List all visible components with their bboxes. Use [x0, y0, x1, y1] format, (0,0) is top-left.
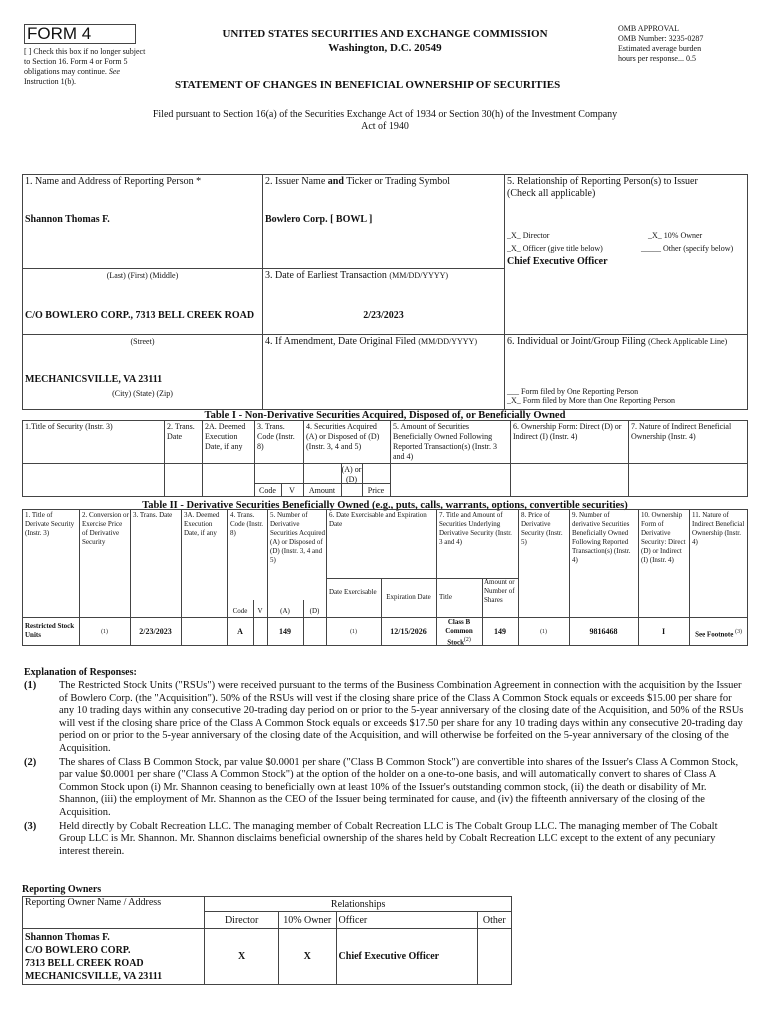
ro-owner-address: Shannon Thomas F. C/O BOWLERO CORP. 7313 BELL CREEK ROAD MECHANICSVILLE, VA 23111	[23, 929, 205, 985]
t2-col-number: 5. Number of Derivative Securities Acquired (A) or Disposed of (D) (Instr. 3, 4 and 5)	[270, 511, 326, 564]
t2-row-code: A	[237, 627, 243, 636]
ro-col-relationships: Relationships	[205, 897, 512, 912]
box-4-label: 4. If Amendment, Date Original Filed (MM/DD/YYYY)	[265, 336, 477, 347]
table-1-title: Table I - Non-Derivative Securities Acquired, Disposed of, or Beneficially Owned	[204, 410, 566, 421]
t1-sub-amount: Amount	[308, 486, 336, 495]
t1-col-title: 1.Title of Security (Instr. 3)	[25, 422, 113, 431]
t2-sub-code: Code	[232, 607, 248, 615]
box-6-label: 6. Individual or Joint/Group Filing (Check Applicable Line)	[507, 336, 728, 347]
t2-row-expiration: 12/15/2026	[390, 627, 427, 636]
t2-row-form: I	[661, 627, 666, 636]
t2-row-date: 2/23/2023	[139, 627, 172, 636]
t2-sub-date-ex: Date Exercisable	[329, 588, 377, 596]
ro-col-director: Director	[205, 912, 279, 929]
statement-title: STATEMENT OF CHANGES IN BENEFICIAL OWNERSHIP OF SECURITIES	[175, 79, 561, 91]
explanation-of-responses	[24, 667, 746, 859]
t1-col-date: 2. Trans. Date	[167, 422, 195, 441]
box-2-label: 2. Issuer Name and Ticker or Trading Symbol	[265, 176, 451, 187]
ro-officer-title: Chief Executive Officer	[336, 929, 477, 985]
footnote-text: The shares of Class B Common Stock, par value $0.0001 per share ("Class B Common Stock") are convertible into shares of the Issuer's Class A Common Stock, par value $0.0001 per share ("Class A Common Stock") at the option of the holder on a one-to-one basis, and will automatically convert to shares of Class A Common Stock upon (i) Mr. Shannon ceasing to beneficially own at least 10% of the Issuer's outstanding common stock, (ii) the death or disability of Mr. Shannon, (iii) the employment of Mr. Shannon as the CEO of the Issuer being terminated for cause, and (iv) the fifteenth anniversary of the closing of the Acquisition.	[59, 756, 739, 818]
footnote-number: (2)	[24, 756, 37, 768]
ro-col-name: Reporting Owner Name / Address	[23, 897, 205, 929]
reporting-owners-table	[22, 896, 512, 985]
other-checkbox: _____ Other (specify below)	[641, 244, 734, 253]
footnote-number: (3)	[24, 820, 37, 832]
t2-col-underlying: 7. Title and Amount of Securities Underlying Derivative Security (Instr. 3 and 4)	[439, 511, 512, 546]
t2-col-conversion: 2. Conversion or Exercise Price of Derivative Security	[82, 511, 129, 546]
t1-col-acquired: 4. Securities Acquired (A) or Disposed of (D) (Instr. 3, 4 and 5)	[306, 422, 380, 451]
street-caption: (Street)	[130, 337, 155, 346]
t2-row-acquired: 149	[279, 627, 291, 636]
reporting-owners-heading: Reporting Owners	[22, 884, 102, 895]
reporting-person-street: C/O BOWLERO CORP., 7313 BELL CREEK ROAD	[25, 310, 255, 321]
reporting-person-name: Shannon Thomas F.	[25, 214, 110, 225]
t1-sub-v: V	[289, 486, 295, 495]
t2-row-date-ex: (1)	[350, 629, 357, 635]
table-2-title: Table II - Derivative Securities Beneficially Owned (e.g., puts, calls, warrants, options, convertible securities)	[142, 500, 628, 511]
check-box-note: [ ] Check this box if no longer subject to Section 16. Form 4 or Form 5 obligations may continue. See Instruction 1(b).	[24, 47, 146, 86]
t2-sub-amount: Amount or Number of Shares	[484, 578, 515, 604]
agency-city: Washington, D.C. 20549	[328, 42, 442, 54]
t2-row-conversion: (1)	[101, 629, 108, 635]
t2-row-owned: 9816468	[589, 627, 618, 636]
earliest-transaction-date: 2/23/2023	[363, 310, 404, 321]
issuer-name: Bowlero Corp. [ BOWL ]	[265, 214, 373, 225]
t2-col-owned: 9. Number of derivative Securities Beneficially Owned Following Reported Transaction(s) (Instr. 4)	[572, 511, 631, 564]
footnote-2	[24, 757, 746, 820]
filing-option-one: ___ Form filed by One Reporting Person	[507, 387, 639, 396]
form-title: FORM 4	[27, 24, 92, 43]
footnote-number: (1)	[24, 680, 37, 691]
officer-checkbox: _X_ Officer (give title below)	[507, 244, 603, 253]
t1-sub-aord: (A) or (D)	[341, 465, 362, 484]
t1-sub-price: Price	[367, 486, 385, 495]
city-caption: (City) (State) (Zip)	[112, 389, 173, 398]
ten-pct-owner-checkbox: _X_ 10% Owner	[648, 231, 703, 240]
t2-sub-title: Title	[439, 593, 452, 601]
t1-col-ownership: 6. Ownership Form: Direct (D) or Indirect (I) (Instr. 4)	[513, 422, 622, 441]
t2-col-code: 4. Trans. Code (Instr. 8)	[230, 511, 264, 537]
footnote-text: Held directly by Cobalt Recreation LLC. The managing member of Cobalt Recreation LLC is The Cobalt Group LLC. The managing member of The Cobalt Group LLC is Mr. Shannon. Mr. Shannon disclaims beneficial ownership of the shares held by Cobalt Recreation LLC except to the extent of any pecuniary interest therein.	[59, 820, 718, 857]
t2-col-date: 3. Trans. Date	[133, 511, 173, 519]
t2-col-form: 10. Ownership Form of Derivative Security: Direct (D) or Indirect (I) (Instr. 4)	[641, 511, 686, 564]
ro-col-ten: 10% Owner	[278, 912, 336, 929]
t2-sub-d: (D)	[309, 607, 320, 615]
ro-director-mark: X	[205, 929, 279, 985]
t2-row-amount: 149	[494, 627, 506, 636]
box-5-label: 5. Relationship of Reporting Person(s) to Issuer (Check all applicable)	[507, 176, 698, 199]
box-1-label: 1. Name and Address of Reporting Person *	[25, 176, 202, 187]
form-title-box	[24, 24, 136, 44]
t2-row-price: (1)	[540, 629, 547, 635]
t2-row-underlying-title: Class B Common Stock$^{(2)}$	[445, 618, 473, 647]
ro-col-other: Other	[477, 912, 511, 929]
t2-col-deemed: 3A. Deemed Execution Date, if any	[184, 511, 220, 537]
t1-col-amount: 5. Amount of Securities Beneficially Owned Following Reported Transaction(s) (Instr. 3 and 4)	[393, 422, 497, 461]
t1-col-deemed: 2A. Deemed Execution Date, if any	[205, 422, 246, 451]
filing-option-group: _X_ Form filed by More than One Reporting Person	[507, 396, 675, 405]
t1-col-code: 3. Trans. Code (Instr. 8)	[257, 422, 295, 451]
t2-sub-expiration: Expiration Date	[386, 593, 431, 601]
footnote-text: The Restricted Stock Units ("RSUs") were received pursuant to the terms of the Business Combination Agreement in connection with the acquisition by the Issuer of Bowlero Corp. (the "Acquisition"). 50% of the RSUs will vest if the closing share price of the Class A Common Stock equals or exceeds $15.00 per share for any 10 trading days within any consecutive 20-trading day period on or prior to the 5-year anniversary of the closing date of the Acquisition, and 50% of the RSUs will vest if the closing share price of the Class A Common Stock equals or exceeds $17.50 per share for any 10 trading days within any consecutive 20-trading day period on or prior to the 5-year anniversary of the closing date of the Acquisition, and will otherwise be forfeited on the 5-year anniversary of the closing of the Acquisition.	[59, 680, 744, 754]
t1-sub-code: Code	[259, 486, 276, 495]
agency-heading	[190, 27, 580, 55]
t2-sub-v: V	[257, 607, 263, 615]
director-checkbox: _X_ Director	[507, 231, 550, 240]
t2-col-price: 8. Price of Derivative Security (Instr. 5)	[521, 511, 563, 546]
explanation-heading: Explanation of Responses:	[24, 667, 137, 678]
t2-col-nature: 11. Nature of Indirect Beneficial Ownership (Instr. 4)	[692, 511, 745, 546]
ro-other-mark	[477, 929, 511, 985]
t2-col-exercisable: 6. Date Exercisable and Expiration Date	[329, 511, 427, 528]
agency-name: UNITED STATES SECURITIES AND EXCHANGE COMMISSION	[222, 28, 548, 40]
t2-col-title: 1. Title of Derivate Security (Instr. 3)	[25, 511, 75, 537]
reporting-person-city: MECHANICSVILLE, VA 23111	[25, 374, 163, 385]
filed-pursuant: Filed pursuant to Section 16(a) of the Securities Exchange Act of 1934 or Section 30(h) of the Investment Company Act of 1940	[152, 109, 618, 132]
t2-row-security: Restricted Stock Units	[25, 622, 75, 639]
t1-col-nature: 7. Nature of Indirect Beneficial Ownership (Instr. 4)	[631, 422, 732, 441]
t2-sub-a: (A)	[280, 607, 290, 615]
omb-approval-box: OMB APPROVAL OMB Number: 3235-0287 Estimated average burden hours per response... 0.5	[618, 24, 704, 63]
officer-title: Chief Executive Officer	[507, 256, 608, 267]
box-3-label: 3. Date of Earliest Transaction (MM/DD/YYYY)	[265, 270, 449, 281]
ro-ten-mark: X	[278, 929, 336, 985]
name-caption: (Last) (First) (Middle)	[106, 271, 179, 280]
footnote-3	[24, 821, 746, 859]
footnote-1	[24, 680, 746, 756]
ro-col-officer: Officer	[336, 912, 477, 929]
t2-row-nature: See Footnote $^{(3)}$	[695, 629, 742, 639]
